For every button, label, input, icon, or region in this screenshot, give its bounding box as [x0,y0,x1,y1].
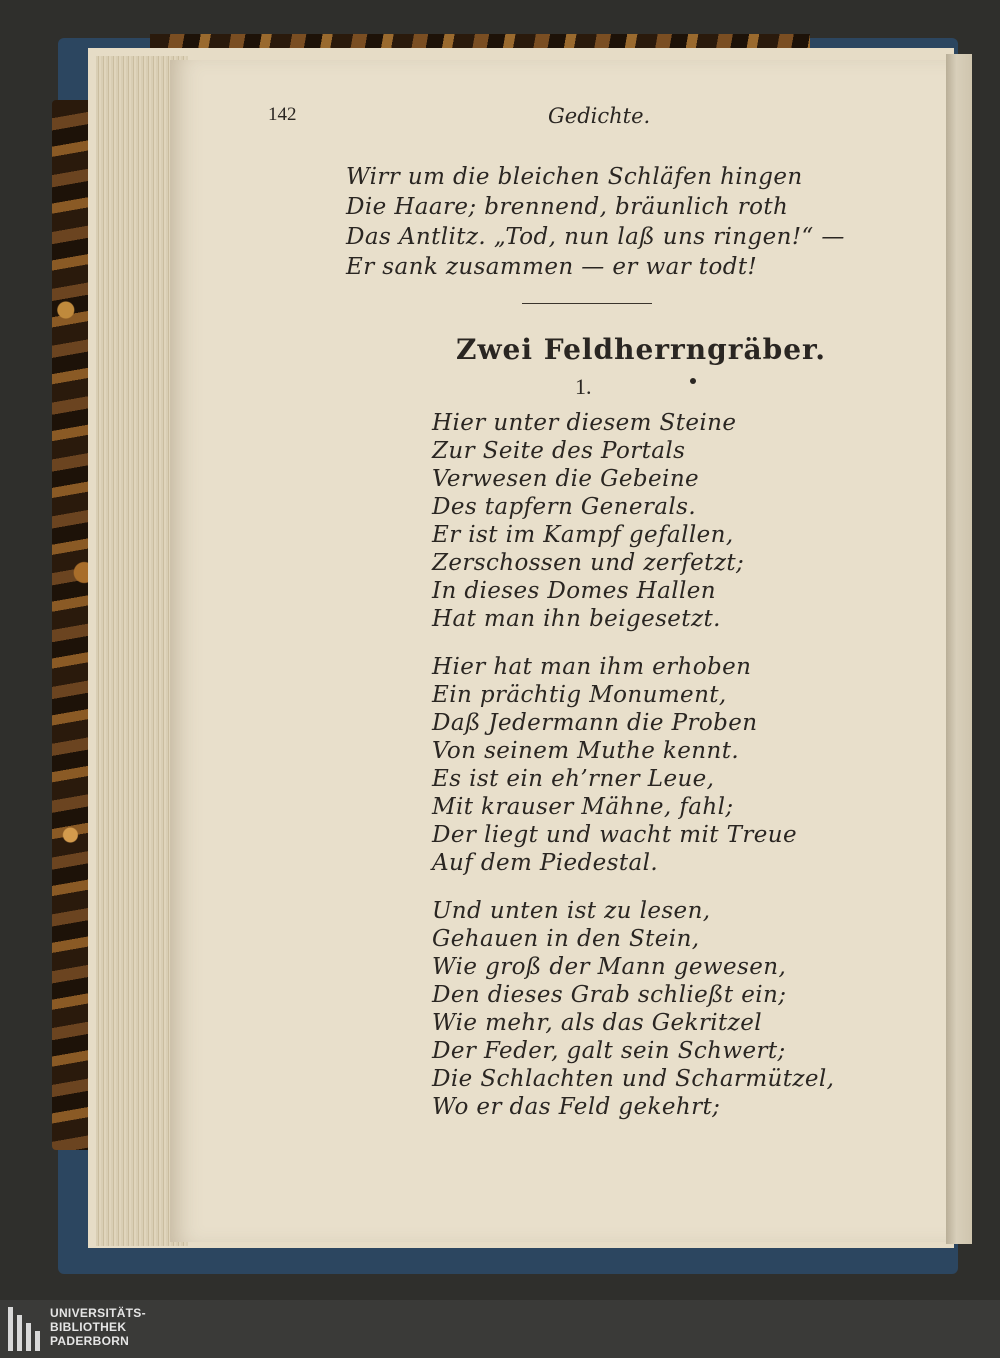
library-logo-icon [8,1307,42,1351]
verse-line: Und unten ist zu lesen, [432,898,711,924]
verse-line: Die Schlachten und Scharmützel, [432,1066,835,1092]
verse-line: Auf dem Piedestal. [432,850,659,876]
verse-line: Der Feder, galt sein Schwert; [432,1038,786,1064]
verse-line: Er ist im Kampf gefallen, [432,522,734,548]
verse-line: Zerschossen und zerfetzt; [432,550,745,576]
verse-line: Mit krauser Mähne, fahl; [432,794,734,820]
verse-line: Wie mehr, als das Gekritzel [432,1010,762,1036]
verse-line: Des tapfern Generals. [432,494,697,520]
running-head: Gedichte. [548,104,651,128]
verse-line: Wo er das Feld gekehrt; [432,1094,721,1120]
verse-line: Daß Jedermann die Proben [432,710,758,736]
footer-bar [0,1300,1000,1358]
facing-page-edge [946,54,972,1244]
verse-line: Hier hat man ihm erhoben [432,654,752,680]
verse-line: Das Antlitz. „Tod, nun laß uns ringen!“ — [346,224,845,250]
verse-line: Es ist ein eh’rner Leue, [432,766,715,792]
verse-line: In dieses Domes Hallen [432,578,716,604]
page-number: 142 [268,104,297,125]
verse-line: Wie groß der Mann gewesen, [432,954,787,980]
ink-speck [690,378,696,384]
logo-line: BIBLIOTHEK [50,1320,127,1334]
library-logo-text [50,1306,146,1348]
verse-line: Er sank zusammen — er war todt! [346,254,758,280]
logo-line: UNIVERSITÄTS- [50,1306,146,1320]
section-number: 1. [575,374,592,399]
poem-title: Zwei Feldherrngräber. [456,333,826,366]
section-divider [522,303,652,304]
verse-line: Hat man ihn beigesetzt. [432,606,721,632]
verse-line: Hier unter diesem Steine [432,410,737,436]
verse-line: Die Haare; brennend, bräunlich roth [346,194,789,220]
verse-line: Den dieses Grab schließt ein; [432,982,787,1008]
verse-line: Verwesen die Gebeine [432,466,700,492]
verse-line: Der liegt und wacht mit Treue [432,822,797,848]
verse-line: Ein prächtig Monument, [432,682,727,708]
logo-line: PADERBORN [50,1334,130,1348]
verse-line: Wirr um die bleichen Schläfen hingen [346,164,803,190]
verse-line: Von seinem Muthe kennt. [432,738,740,764]
verse-line: Gehauen in den Stein, [432,926,700,952]
verse-line: Zur Seite des Portals [432,438,686,464]
